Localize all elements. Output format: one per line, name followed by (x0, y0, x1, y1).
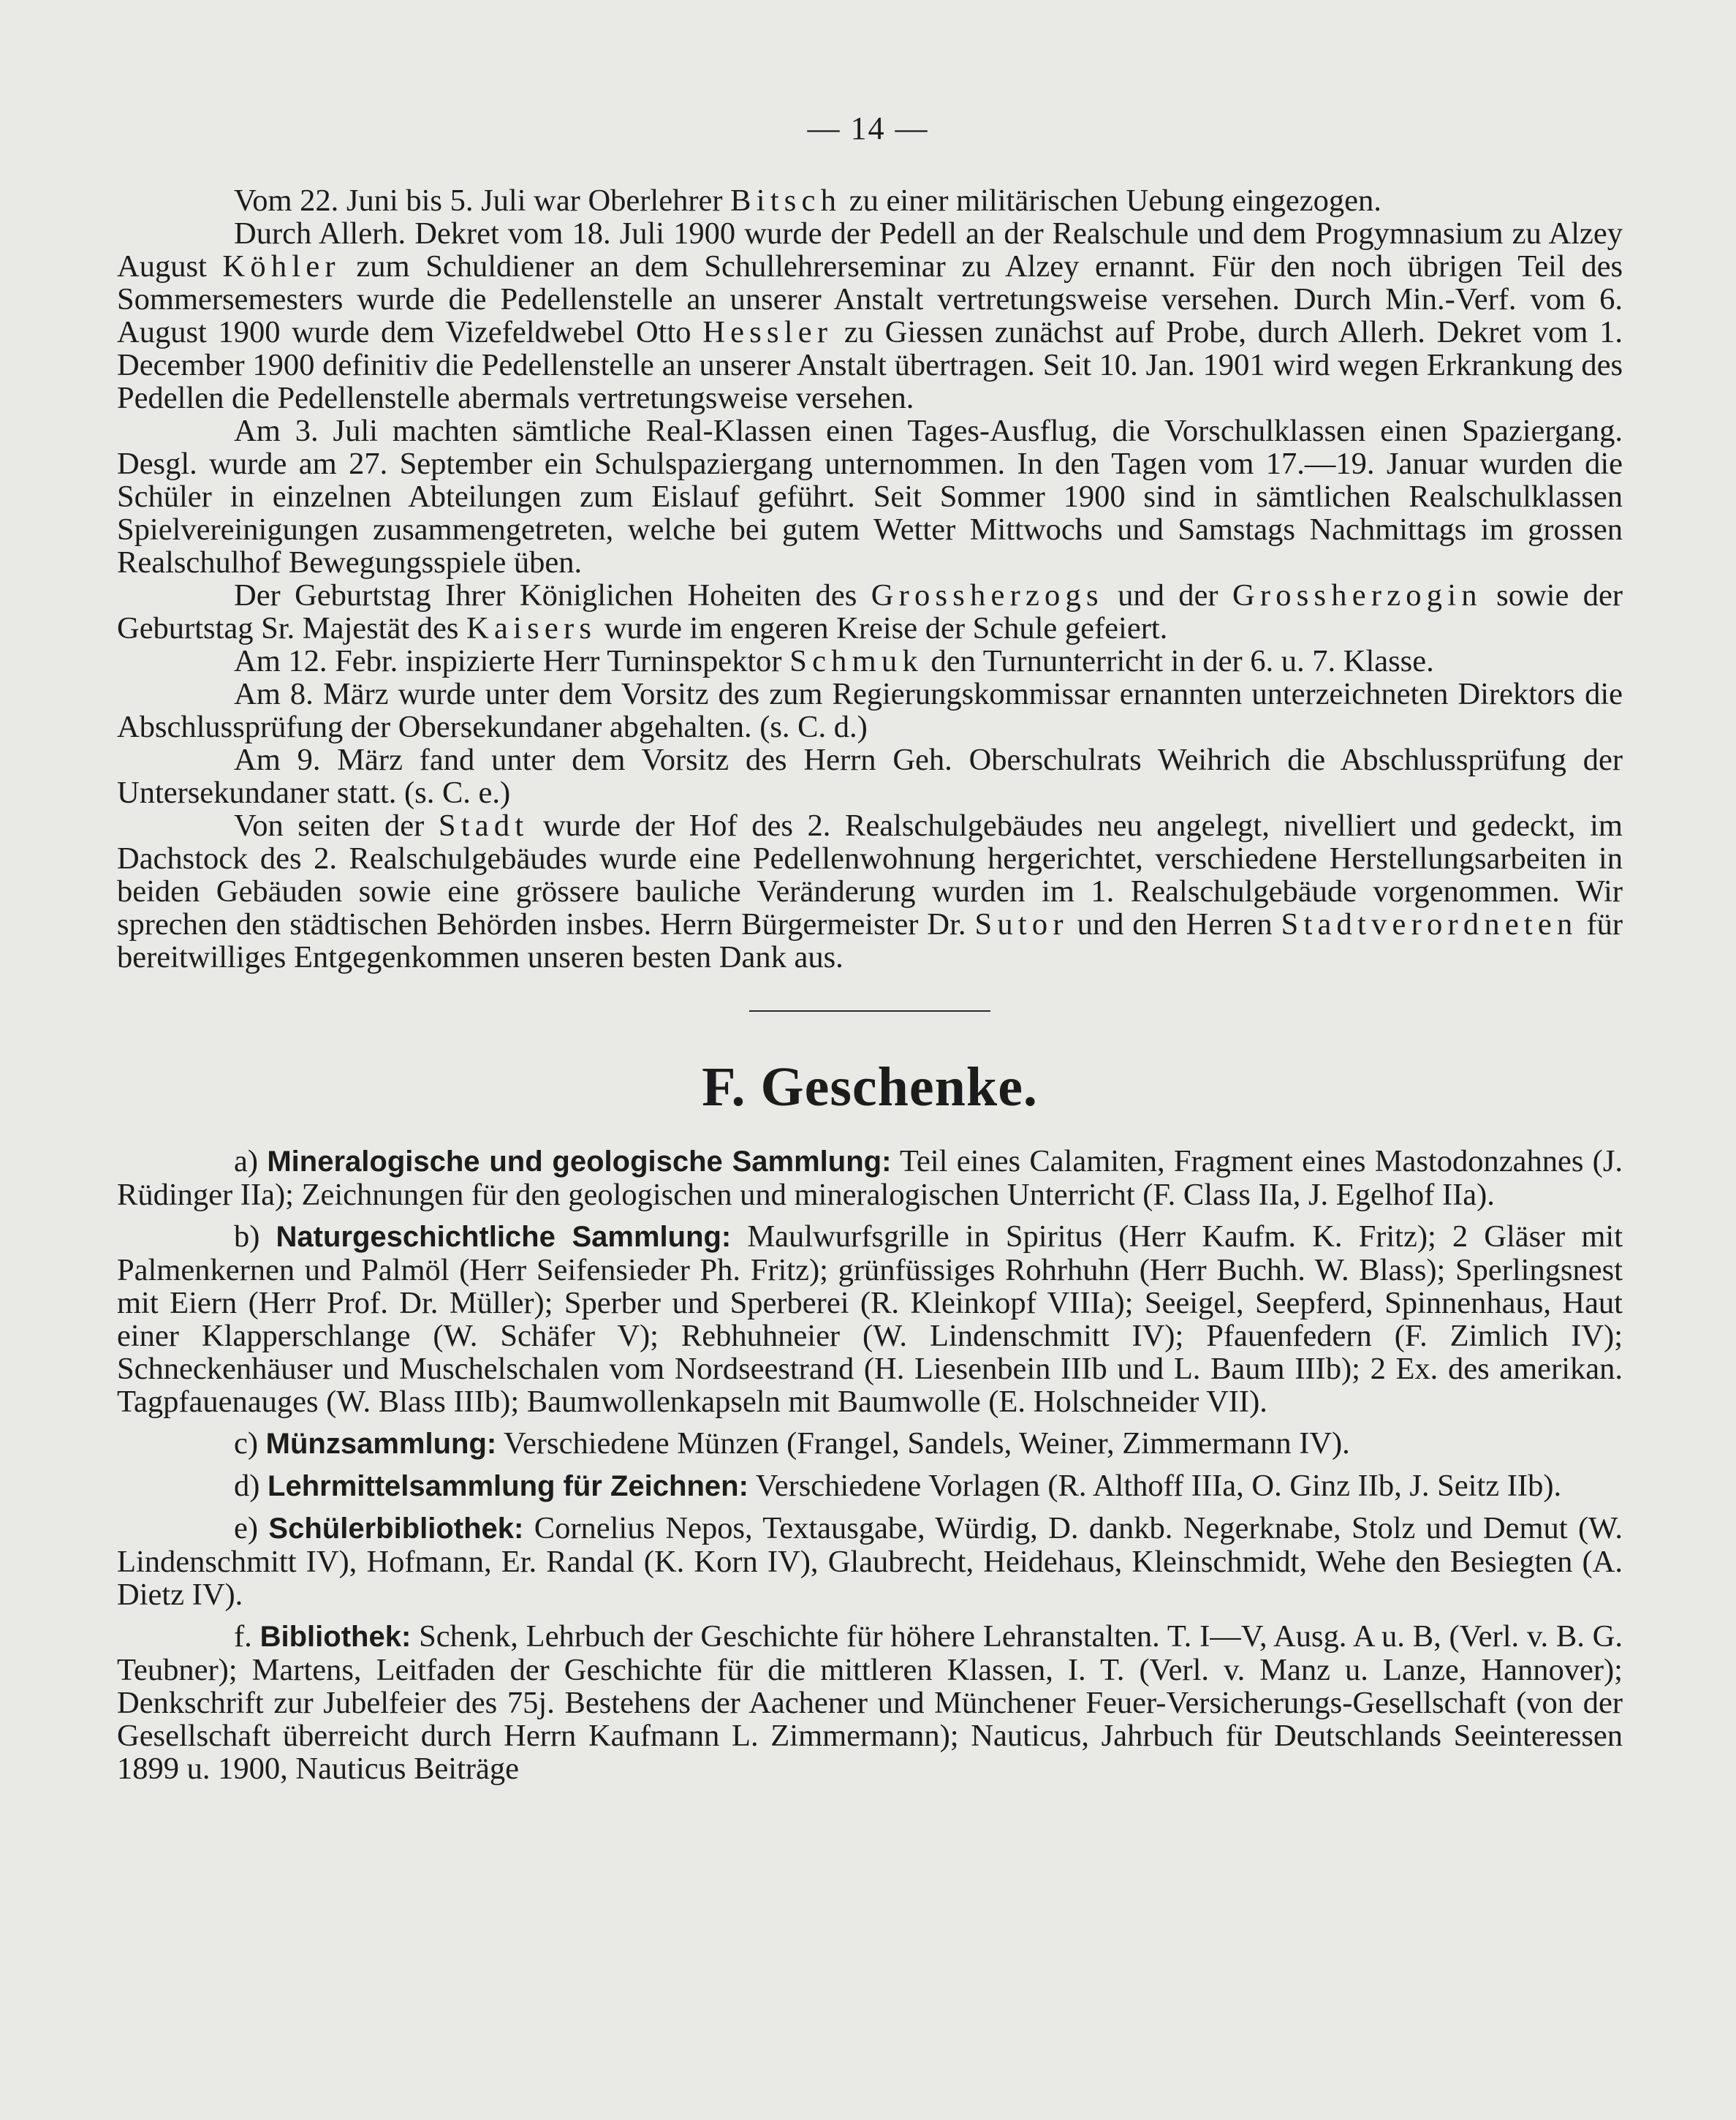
text-run: wurde im engeren Kreise der Schule gefeiert. (596, 611, 1168, 646)
text-run: Am 3. Juli machten sämtliche Real-Klassen einen Tages-Ausflug, die Vorschulklassen einen Spaziergang. Desgl. wurde am 27. September ein Schulspaziergang unternommen. In den Tagen vom 17.—19. Januar wurden die Schüler in einzelnen Abteilungen zum Eislauf geführt. Seit Sommer 1900 sind in sämtlichen Realschulklassen Spielvereinigungen zusammengetreten, welche bei gutem Wetter Mittwochs und Samstags Nachmittags im grossen Realschulhof Bewegungsspiele üben. (117, 414, 1623, 580)
spaced-name: Sutor (974, 907, 1069, 942)
section-divider (749, 1010, 990, 1012)
gift-label: a) (234, 1144, 259, 1178)
spaced-name: Köhler (222, 249, 341, 284)
chronicle-paragraph (117, 678, 1623, 743)
text-run: und der (1103, 578, 1232, 613)
spaced-name: Schmuk (789, 644, 923, 678)
text-run: und den Herren (1068, 907, 1281, 942)
gift-description: Verschiedene Münzen (Frangel, Sandels, Weiner, Zimmermann IV). (496, 1426, 1350, 1461)
text-run: für bereitwilliges Entgegenkommen unseren besten Dank aus. (117, 907, 1623, 974)
gift-description: Teil eines Calamiten, Fragment eines Mastodonzahnes (J. Rüdinger IIa); Zeichnungen für den geologischen und mineralogischen Unterricht (F. Class IIa, J. Egelhof IIa). (117, 1144, 1623, 1212)
document-body (117, 184, 1623, 1785)
gift-entry (117, 1427, 1623, 1461)
spaced-name: Stadtverordneten (1281, 907, 1578, 942)
text-run: zu Giessen zunächst auf Probe, durch Allerh. Dekret vom 1. December 1900 definitiv die Pedellenstelle an unserer Anstalt übertragen. Seit 10. Jan. 1901 wird wegen Erkrankung des Pedellen die Pedellenstelle abermals vertretungsweise versehen. (117, 315, 1623, 415)
section-heading: F. Geschenke. (702, 1056, 1038, 1118)
chronicle-paragraph (117, 809, 1623, 974)
gift-label: d) (234, 1469, 260, 1503)
chronicle-paragraph (117, 743, 1623, 809)
gift-entry (117, 1145, 1623, 1211)
gift-description: Schenk, Lehrbuch der Geschichte für höhere Lehranstalten. T. I—V, Ausg. A u. B, (Verl. v. B. G. Teubner); Martens, Leitfaden der Geschichte für die mittleren Klassen, I. T. (Verl. v. Manz u. Lanze, Hannover); Denkschrift zur Jubelfeier des 75j. Bestehens der Aachener und Münchener Feuer-Versicherungs-Gesellschaft (von der Gesellschaft überreicht durch Herrn Kaufmann L. Zimmermann); Nauticus, Jahrbuch für Deutschlands Seeinteressen 1899 u. 1900, Nauticus Beiträge (117, 1619, 1623, 1786)
gift-label: b) (234, 1219, 260, 1254)
text-run: zu einer militärischen Uebung eingezogen. (841, 183, 1381, 218)
gift-entry (117, 1469, 1623, 1503)
text-run: wurde der Hof des 2. Realschulgebäudes neu angelegt, nivelliert und gedeckt, im Dachstock des 2. Realschulgebäudes wurde eine Pedellenwohnung hergerichtet, verschiedene Herstellungsarbeiten in beiden Gebäuden sowie eine grössere bauliche Veränderung wurden im 1. Realschulgebäude vorgenommen. Wir sprechen den städtischen Behörden insbes. Herrn Bürgermeister Dr. (117, 809, 1623, 942)
gift-label: c) (234, 1426, 259, 1461)
gifts-list (117, 1145, 1623, 1785)
chronicle-paragraph (117, 217, 1623, 414)
spaced-name: Grossherzogs (871, 578, 1104, 613)
gift-entry (117, 1220, 1623, 1418)
gift-description: Cornelius Nepos, Textausgabe, Würdig, D. dankb. Negerknabe, Stolz und Demut (W. Lindenschmitt IV), Hofmann, Er. Randal (K. Korn IV), Glaubrecht, Heidehaus, Kleinschmidt, Wehe den Besiegten (A. Dietz IV). (117, 1511, 1623, 1612)
spaced-name: Bitsch (730, 183, 842, 218)
gift-collection-title: Lehrmittelsammlung für Zeichnen: (268, 1470, 748, 1502)
text-run: Am 9. März fand unter dem Vorsitz des Herrn Geh. Oberschulrats Weihrich die Abschlussprüfung der Untersekundaner statt. (s. C. e.) (117, 743, 1623, 810)
spaced-name: Grossherzogin (1232, 578, 1482, 613)
gift-description: Maulwurfsgrille in Spiritus (Herr Kaufm. K. Fritz); 2 Gläser mit Palmenkernen und Palmöl (Herr Seifensieder Ph. Fritz); grünfüssiges Rohrhuhn (Herr Buchh. W. Blass); Sperlingsnest mit Eiern (Herr Prof. Dr. Müller); Sperber und Sperberei (R. Kleinkopf VIIIa); Seeigel, Seepferd, Spinnenhaus, Haut einer Klapperschlange (W. Schäfer V); Rebhuhneier (W. Lindenschmitt IV); Pfauenfedern (F. Zimlich IV); Schneckenhäuser und Muschelschalen vom Nordseestrand (H. Liesenbein IIIb und L. Baum IIIb); 2 Ex. des amerikan. Tagpfauenauges (W. Blass IIIb); Baumwollenkapseln mit Baumwolle (E. Holschneider VII). (117, 1219, 1623, 1419)
gift-description: Verschiedene Vorlagen (R. Althoff IIIa, O. Ginz IIb, J. Seitz IIb). (748, 1469, 1562, 1503)
chronicle-paragraph (117, 414, 1623, 579)
text-run: zum Schuldiener an dem Schullehrerseminar zu Alzey ernannt. Für den noch übrigen Teil des Sommersemesters wurde die Pedellenstelle an unserer Anstalt vertretungsweise versehen. Durch Min.-Verf. vom 6. August 1900 wurde dem Vizefeldwebel Otto (117, 249, 1623, 349)
gift-entry (117, 1512, 1623, 1611)
gift-collection-title: Naturgeschichtliche Sammlung: (276, 1221, 732, 1253)
text-run: sowie der Geburtstag Sr. Majestät des (117, 578, 1623, 646)
text-run: Der Geburtstag Ihrer Königlichen Hoheiten des (234, 578, 871, 613)
text-run: Durch Allerh. Dekret vom 18. Juli 1900 wurde der Pedell an der Realschule und dem Progymnasium zu Alzey August (117, 216, 1623, 284)
text-run: Am 8. März wurde unter dem Vorsitz des zum Regierungskommissar ernannten unterzeichneten Direktors die Abschlussprüfung der Obersekundaner abgehalten. (s. C. d.) (117, 677, 1623, 744)
spaced-name: Hessler (702, 315, 833, 349)
gift-collection-title: Mineralogische und geologische Sammlung: (267, 1146, 892, 1178)
gift-label: e) (234, 1511, 259, 1545)
page-number: — 14 — (807, 110, 929, 146)
text-run: Von seiten der (234, 809, 439, 843)
spaced-name: Kaisers (466, 611, 597, 646)
text-run: den Turnunterricht in der 6. u. 7. Klasse. (922, 644, 1434, 678)
text-run: Am 12. Febr. inspizierte Herr Turninspektor (234, 644, 790, 678)
chronicle-paragraph (117, 184, 1623, 217)
gift-collection-title: Bibliothek: (259, 1621, 412, 1653)
chronicle-section (117, 184, 1623, 974)
gift-label: f. (234, 1619, 252, 1654)
gift-collection-title: Schülerbibliothek: (268, 1513, 524, 1545)
text-run: Vom 22. Juni bis 5. Juli war Oberlehrer (234, 183, 731, 218)
chronicle-paragraph (117, 645, 1623, 678)
gift-collection-title: Münzsammlung: (265, 1428, 497, 1460)
spaced-name: Stadt (438, 809, 529, 843)
chronicle-paragraph (117, 579, 1623, 645)
gift-entry (117, 1620, 1623, 1785)
